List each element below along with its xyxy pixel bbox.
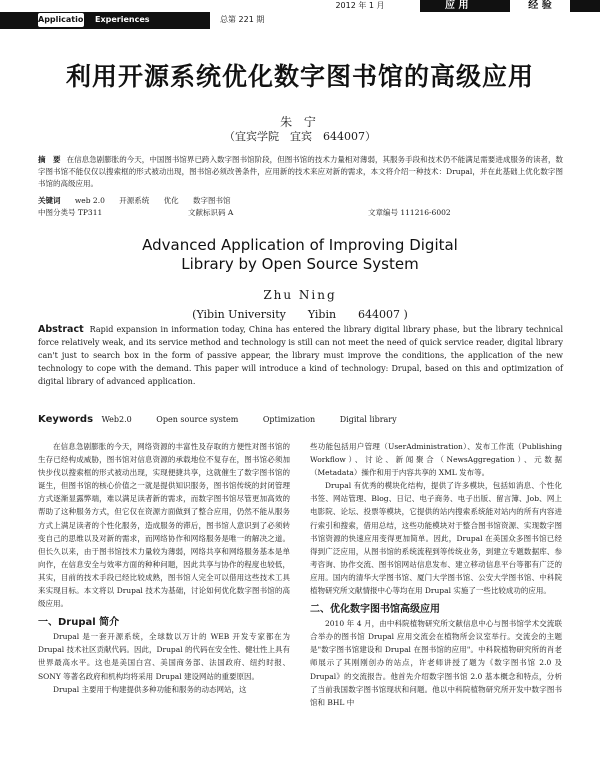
section-heading: 一、Drupal 简介 <box>38 617 120 629</box>
article-number: 文章编号 111216-6002 <box>368 208 451 217</box>
paper-title-english-line1: Advanced Application of Improving Digital <box>142 236 458 254</box>
header-experiences-label: Experiences <box>95 15 150 24</box>
paper-title-english <box>0 236 600 274</box>
keyword-english: Digital library <box>339 415 397 424</box>
header-date: 2012 年 1 月 <box>300 0 420 12</box>
keywords-label-english: Keywords <box>38 414 94 425</box>
body-paragraph: 2010 年 4 月，由中科院植物研究所文献信息中心与图书馆学术交流联合举办的图书馆 Drupal 应用交流会在植物所会议室举行。交流会的主题是"数字图书馆建设和 Drupal 在图书馆的应用"。中科院植物研究所的肖老师展示了其刚刚创办的站点，许老师讲授了题为《数字图书馆 2.0 及 Drupal》的交流报告。他首先介绍数字图书馆 2.0 基本概念和特点，分析了当前我国数字图书馆现状和问题。他以中科院植物研究所开发中数字图书馆和 BHL 中 <box>310 619 562 707</box>
section-heading: 二、优化数字图书馆高级应用 <box>310 604 440 616</box>
header-issue-number: 总第 221 期 <box>220 15 265 24</box>
keyword-english: Web2.0 <box>101 415 132 424</box>
body-paragraph: 在信息急剧膨胀的今天，网络资源的丰富性及存取的方便性对图书馆的生存已经构成威胁，图书馆对信息资源的承载地位不复存在，图书馆必须加快步伐以搜索框的形式被动出现，实现便捷共享，这就催生了数字图书馆的诞生，但图书馆的核心价值之一就是提供知识服务，图书馆传统的封闭管理方式逐渐显露弊端，难以满足读者新的需求，而数字图书馆尽管更加高效的帮助了这种服务方式，但它仅在资源方面做到了整合应用，仍然不能从服务方式上满足读者的个性化服务，造成服务的滞后，图书馆人意识到了必须转变自己的思维以及对新的需求，而网络协作和网络服务是唯一的解决之道。但长久以来，由于图书馆技术力量较为薄弱，网络共享和网络服务基本是单向作，在信息安全与效率方面的种种问题，因此共享与协作的程度也较低，其实，目前的技术手段已经比较成熟，图书馆人完全可以借用这些技术工具来实现目标。本文将以 Drupal 技术为基础，讨论如何优化数字图书馆的高级应用。 <box>38 442 290 609</box>
document-code: 文献标识码 A <box>188 208 234 217</box>
abstract-chinese <box>38 154 563 190</box>
body-column-left <box>38 440 290 696</box>
body-column-right <box>310 440 562 709</box>
body-paragraph: Drupal 有优秀的模块化结构，提供了许多模块，包括如消息、个性化书签、网站管理、Blog、日记、电子商务、电子出版、留言簿、Job、网上电影院、论坛、投票等模块，它提供的站内搜索系统能对站内的所有内容进行索引和搜索，借用总结，这些功能模块对于整合图书馆资源、实现数字图书馆资源的快速应用变得更加简单。因此，Drupal 在美国众多图书馆已经得到广泛应用，从图书馆的系统流程到等传统业务，到建立专题数据库、参考咨询、协作交流、图书馆网站信息发布、建立移动信息平台等都有广泛的应用。国内的清华大学图书馆、厦门大学图书馆、公安大学图书馆、中科院植物研究所文献情报中心等均在用 Drupal 实施了一些比较成功的应用。 <box>310 481 562 596</box>
keywords-chinese <box>38 195 243 206</box>
author-affiliation-english: (Yibin University Yibin 644007 ) <box>192 308 408 321</box>
keywords-english <box>38 414 419 425</box>
paper-title-english-line2: Library by Open Source System <box>181 255 419 273</box>
keyword-chinese: web 2.0 <box>74 196 105 205</box>
body-paragraph: Drupal 是一套开源系统，全球数以万计的 WEB 开发专家都在为 Drupal 技术社区贡献代码。因此，Drupal 的代码在安全性、健壮性上具有世界最高水平。这也是美国白宫、美国商务部、法国政府、纽约时报、SONY 等著名政府和机构均将采用 Drupal 建设网站的重要原因。 <box>38 632 290 681</box>
keyword-chinese: 优化 <box>163 196 179 205</box>
author-name-english: Zhu Ning <box>263 288 337 302</box>
abstract-text-english: Rapid expansion in information today, China has entered the library digital library phase, but the library technical force relatively weak, and its service method and technology is still can not meet the need of quick service reader, digital library can't just to search box in the form of passive appear, the library must improve the conditions, the application of the new technology to cope with the demand. This paper will introduce a kind of technology: Drupal, based on this and optimization of digital library of advanced application. <box>38 325 563 386</box>
abstract-label-english: Abstract <box>38 324 84 335</box>
keywords-label-chinese: 关键词 <box>38 196 61 205</box>
keyword-chinese: 开源系统 <box>119 196 150 205</box>
keyword-english: Optimization <box>262 415 316 424</box>
keyword-chinese: 数字图书馆 <box>193 196 231 205</box>
header-section-experience: 经 验 <box>510 0 570 12</box>
abstract-label-chinese: 摘 要 <box>38 155 61 164</box>
body-paragraph: 些功能包括用户管理（UserAdministration）、发布工作流（Publishing Workflow）、讨论、新闻聚合（NewsAggregation）、元数据（Metadata）操作和用于内容共享的 XML 发布等。 <box>310 442 562 478</box>
abstract-text-chinese: 在信息急剧膨胀的今天，中国图书馆界已跨入数字图书馆阶段，但图书馆的技术力量相对薄弱，其服务手段和技术仍不能满足需要进成服务的读者，数字图书馆不能仅仅以搜索框的形式被动出现，图书馆必须改善条件，应用新的技术来应对新的需求，本文将介绍一种技术：Drupal，并在此基础上优化数字图书馆的高级应用。 <box>38 155 564 188</box>
author-affiliation-chinese: （宜宾学院 宜宾 644007） <box>224 130 376 143</box>
header-section-application: 应 用 <box>445 0 469 11</box>
clc-number: 中图分类号 TP311 <box>38 208 103 217</box>
body-paragraph: Drupal 主要用于构建提供多种功能和服务的动态网站，这 <box>53 684 247 694</box>
header-application-label: Application <box>38 13 84 27</box>
paper-title-chinese: 利用开源系统优化数字图书馆的高级应用 <box>65 62 534 91</box>
journal-header-bar <box>0 0 600 30</box>
abstract-english <box>38 323 563 388</box>
author-name-chinese: 朱 宁 <box>280 115 320 129</box>
keyword-english: Open source system <box>156 415 239 424</box>
